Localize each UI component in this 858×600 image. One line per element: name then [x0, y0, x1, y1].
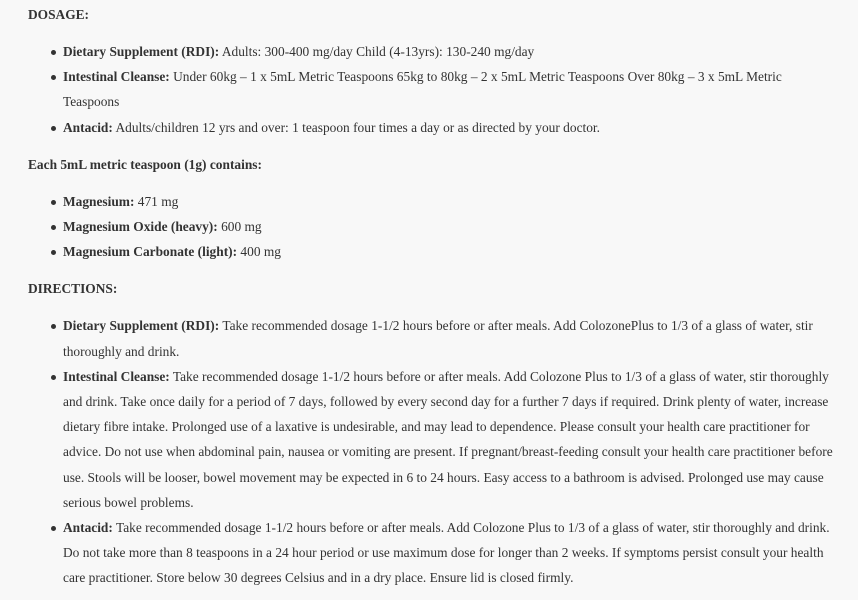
item-text: Under 60kg – 1 x 5mL Metric Teaspoons 65kg to 80kg – 2 x 5mL Metric Teaspoons Over 80kg – 3 x 5mL Metric Teaspoons — [63, 69, 782, 110]
bullet-icon — [51, 225, 56, 230]
item-term: Magnesium Carbonate (light): — [63, 244, 238, 260]
directions-heading: DIRECTIONS: — [28, 281, 118, 297]
dosage-heading: DOSAGE: — [28, 7, 90, 22]
item-text: Adults/children 12 yrs and over: 1 teaspoon four times a day or as directed by your doctor. — [112, 119, 600, 135]
list-item — [63, 115, 838, 140]
bullet-icon — [51, 75, 56, 80]
item-term: Magnesium: — [63, 193, 135, 209]
bullet-icon — [51, 324, 56, 329]
item-term: Antacid: — [63, 119, 113, 135]
item-text: 600 mg — [217, 219, 262, 235]
item-text: 400 mg — [237, 244, 281, 260]
item-text: Take recommended dosage 1-1/2 hours before or after meals. Add Colozone Plus to 1/3 of a glass of water, stir thoroughly and drink. Do not take more than 8 teaspoons in a 24 hour period or use maximum dose for longer than 2 weeks. If symptoms persist consult your health care practitioner. Store below 30 degrees Celsius and in a dry place. Ensure lid is closed firmly. — [63, 520, 830, 586]
bullet-icon — [51, 526, 56, 531]
item-term: Antacid: — [63, 520, 113, 536]
item-term: Intestinal Cleanse: — [63, 69, 170, 85]
item-term: Dietary Supplement (RDI): — [63, 44, 220, 59]
contents-list — [28, 189, 838, 265]
directions-list — [28, 313, 838, 590]
list-item — [63, 313, 838, 363]
bullet-icon — [51, 250, 56, 255]
list-item — [63, 189, 838, 214]
list-item — [63, 239, 838, 264]
item-text: Take recommended dosage 1-1/2 hours before or after meals. Add Colozone Plus to 1/3 of a glass of water, stir thoroughly and drink. Take once daily for a period of 7 days, followed by every second day for a further 7 days if required. Drink plenty of water, increase dietary fibre intake. Prolonged use of a laxative is undesirable, and may lead to dependence. Please consult your health care practitioner for advice. Do not use when abdominal pain, nausea or vomiting are present. If pregnant/breast-feeding consult your health care practitioner before use. Stools will be looser, bowel movement may be expected in 6 to 24 hours. Easy access to a bathroom is advised. Prolonged use may cause serious bowel problems. — [63, 368, 833, 510]
item-text: Adults: 300-400 mg/day Child (4-13yrs): 130-240 mg/day — [219, 44, 535, 59]
list-item — [63, 39, 838, 64]
item-term: Magnesium Oxide (heavy): — [63, 219, 218, 235]
dosage-list — [28, 39, 838, 140]
contents-heading: Each 5mL metric teaspoon (1g) contains: — [28, 156, 262, 172]
bullet-icon — [51, 126, 56, 131]
item-text: Take recommended dosage 1-1/2 hours before or after meals. Add ColozonePlus to 1/3 of a glass of water, stir thoroughly and drink. — [63, 318, 813, 359]
bullet-icon — [51, 200, 56, 205]
list-item — [63, 214, 838, 239]
list-item — [63, 364, 838, 515]
product-info-content — [28, 2, 838, 591]
item-term: Intestinal Cleanse: — [63, 368, 170, 384]
item-text: 471 mg — [134, 193, 179, 209]
item-term: Dietary Supplement (RDI): — [63, 318, 220, 334]
bullet-icon — [51, 375, 56, 380]
list-item — [63, 515, 838, 591]
list-item — [63, 64, 838, 114]
bullet-icon — [51, 50, 56, 55]
